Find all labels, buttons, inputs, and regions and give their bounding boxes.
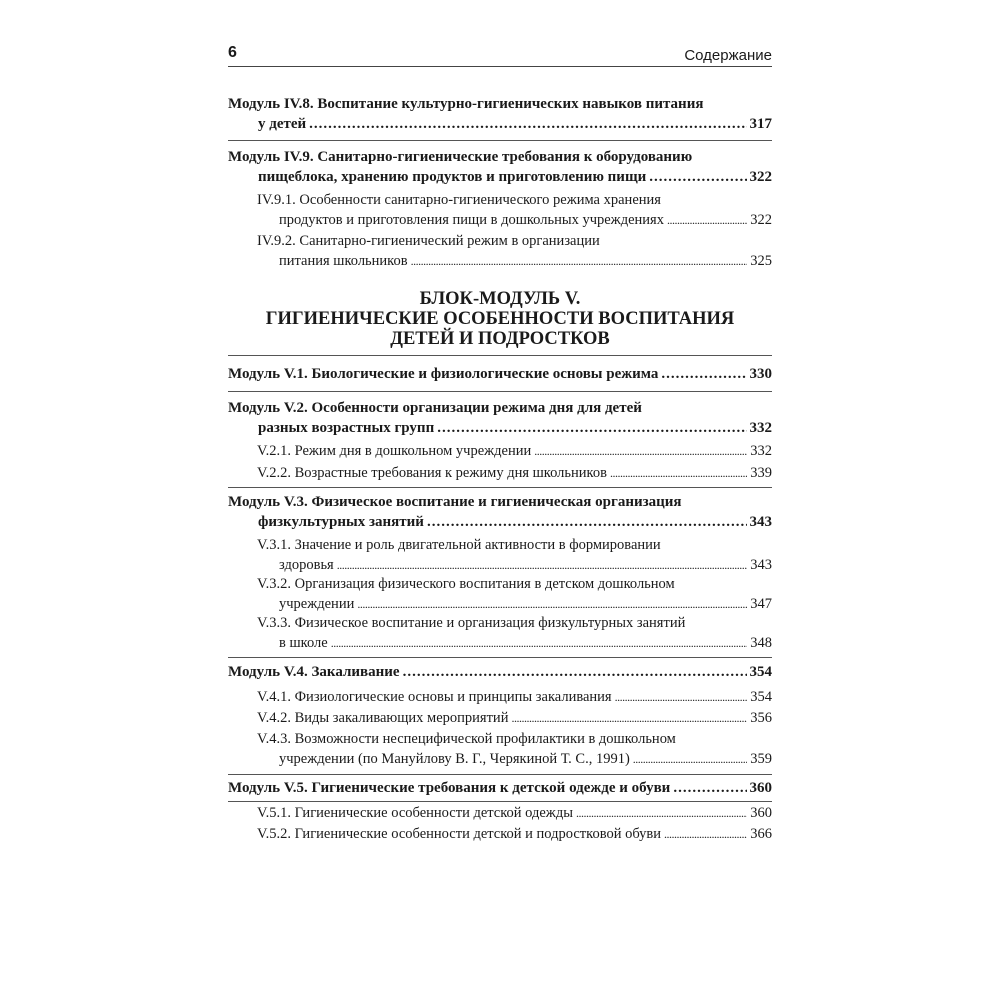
toc-page-number: 330: [749, 366, 772, 382]
section-divider: [228, 801, 772, 802]
toc-page-number: 356: [750, 710, 772, 726]
toc-entry-module-v-2[interactable]: [228, 398, 772, 438]
toc-entry-title-cont: здоровья: [279, 557, 334, 573]
toc-entry-title: V.3.1. Значение и роль двигательной активности в формировании: [257, 537, 661, 553]
toc-entry-title-cont: в школе: [279, 635, 328, 651]
dot-leader: [511, 708, 747, 728]
toc-page-number: 360: [749, 780, 772, 796]
toc-page-number: 359: [750, 751, 772, 767]
toc-entry-module-v-3[interactable]: [228, 492, 772, 532]
toc-entry-title: V.3.3. Физическое воспитание и организация физкультурных занятий: [257, 615, 686, 631]
page-number: 6: [228, 44, 237, 61]
toc-entry-module-v-4[interactable]: [228, 662, 772, 682]
toc-entry-title: Модуль IV.9. Санитарно-гигиенические требования к оборудованию: [228, 149, 693, 165]
toc-entry-v-5-1[interactable]: [257, 803, 772, 823]
toc-entry-title: Модуль V.1. Биологические и физиологические основы режима: [228, 366, 659, 382]
toc-entry-v-2-2[interactable]: [257, 463, 772, 483]
toc-entry-title: V.5.1. Гигиенические особенности детской одежды: [257, 805, 573, 821]
toc-entry-title: IV.9.2. Санитарно-гигиенический режим в организации: [257, 233, 600, 249]
toc-entry-title-cont: учреждении: [279, 596, 355, 612]
toc-entry-title-cont: питания школьников: [279, 253, 408, 269]
toc-page-number: 360: [750, 805, 772, 821]
dot-leader: [649, 167, 746, 187]
toc-entry-module-iv-9[interactable]: [228, 147, 772, 187]
dot-leader: [411, 251, 748, 271]
section-divider: [228, 355, 772, 356]
dot-leader: [403, 662, 747, 682]
toc-entry-iv-9-2[interactable]: [257, 231, 772, 271]
toc-entry-v-4-3[interactable]: [257, 729, 772, 769]
toc-entry-title: Модуль V.3. Физическое воспитание и гигиеническая организация: [228, 494, 682, 510]
dot-leader: [331, 633, 748, 653]
toc-page-number: 325: [750, 253, 772, 269]
block-module-heading: [228, 289, 772, 349]
toc-page-number: 332: [750, 443, 772, 459]
toc-entry-title-cont: продуктов и приготовления пищи в дошкольных учреждениях: [279, 212, 664, 228]
toc-entry-v-5-2[interactable]: [257, 824, 772, 844]
toc-entry-title: Модуль V.2. Особенности организации режима дня для детей: [228, 400, 642, 416]
dot-leader: [673, 778, 746, 798]
toc-entry-title: V.4.2. Виды закаливающих мероприятий: [257, 710, 509, 726]
toc-entry-module-iv-8[interactable]: [228, 94, 772, 134]
dot-leader: [437, 418, 746, 438]
toc-page-number: 343: [750, 557, 772, 573]
toc-page-number: 366: [750, 826, 772, 842]
toc-entry-title: IV.9.1. Особенности санитарно-гигиенического режима хранения: [257, 192, 661, 208]
dot-leader: [357, 594, 747, 614]
dot-leader: [610, 463, 747, 483]
dot-leader: [427, 512, 747, 532]
dot-leader: [667, 210, 747, 230]
block-heading-line: БЛОК-МОДУЛЬ V.: [419, 289, 581, 309]
toc-entry-title: Модуль IV.8. Воспитание культурно-гигиенических навыков питания: [228, 96, 704, 112]
section-divider: [228, 140, 772, 141]
toc-entry-v-4-1[interactable]: [257, 687, 772, 707]
block-heading-line: ДЕТЕЙ И ПОДРОСТКОВ: [390, 329, 610, 349]
toc-entry-module-v-5[interactable]: [228, 778, 772, 798]
toc-page-number: 322: [750, 212, 772, 228]
toc-entry-v-3-2[interactable]: [257, 574, 772, 614]
dot-leader: [337, 555, 748, 575]
toc-entry-title-cont: физкультурных занятий: [258, 514, 424, 530]
toc-page-number: 354: [749, 664, 772, 680]
dot-leader: [309, 114, 746, 134]
toc-entry-title: V.4.1. Физиологические основы и принципы закаливания: [257, 689, 612, 705]
header-rule: [228, 66, 772, 67]
toc-entry-title-cont: учреждении (по Мануйлову В. Г., Черякиной Т. С., 1991): [279, 751, 630, 767]
toc-entry-iv-9-1[interactable]: [257, 190, 772, 230]
toc-entry-title: Модуль V.5. Гигиенические требования к детской одежде и обуви: [228, 780, 671, 796]
toc-entry-v-3-3[interactable]: [257, 613, 772, 653]
toc-entry-title-cont: пищеблока, хранению продуктов и приготовлению пищи: [258, 169, 647, 185]
toc-entry-v-2-1[interactable]: [257, 441, 772, 461]
toc-entry-v-3-1[interactable]: [257, 535, 772, 575]
toc-page-number: 343: [749, 514, 772, 530]
dot-leader: [633, 749, 747, 769]
section-divider: [228, 487, 772, 488]
toc-entry-title: V.2.2. Возрастные требования к режиму дня школьников: [257, 465, 607, 481]
toc-page-number: 339: [750, 465, 772, 481]
section-divider: [228, 774, 772, 775]
toc-page-number: 322: [749, 169, 772, 185]
dot-leader: [534, 441, 747, 461]
toc-page-number: 332: [749, 420, 772, 436]
toc-entry-module-v-1[interactable]: [228, 364, 772, 384]
toc-entry-title: V.2.1. Режим дня в дошкольном учреждении: [257, 443, 532, 459]
toc-entry-title: V.5.2. Гигиенические особенности детской и подростковой обуви: [257, 826, 662, 842]
toc-entry-title: V.4.3. Возможности неспецифической профилактики в дошкольном: [257, 731, 676, 747]
block-heading-line: ГИГИЕНИЧЕСКИЕ ОСОБЕННОСТИ ВОСПИТАНИЯ: [265, 309, 735, 329]
toc-entry-title-cont: у детей: [258, 116, 307, 132]
running-header-title: Содержание: [684, 47, 772, 64]
toc-entry-v-4-2[interactable]: [257, 708, 772, 728]
toc-entry-title-cont: разных возрастных групп: [258, 420, 435, 436]
section-divider: [228, 391, 772, 392]
toc-page-number: 348: [750, 635, 772, 651]
dot-leader: [664, 824, 747, 844]
toc-page-number: 347: [750, 596, 772, 612]
toc-entry-title: V.3.2. Организация физического воспитания в детском дошкольном: [257, 576, 675, 592]
dot-leader: [615, 687, 748, 707]
dot-leader: [661, 364, 746, 384]
toc-page-number: 317: [749, 116, 772, 132]
toc-entry-title: Модуль V.4. Закаливание: [228, 664, 400, 680]
section-divider: [228, 657, 772, 658]
dot-leader: [576, 803, 747, 823]
toc-page-number: 354: [750, 689, 772, 705]
